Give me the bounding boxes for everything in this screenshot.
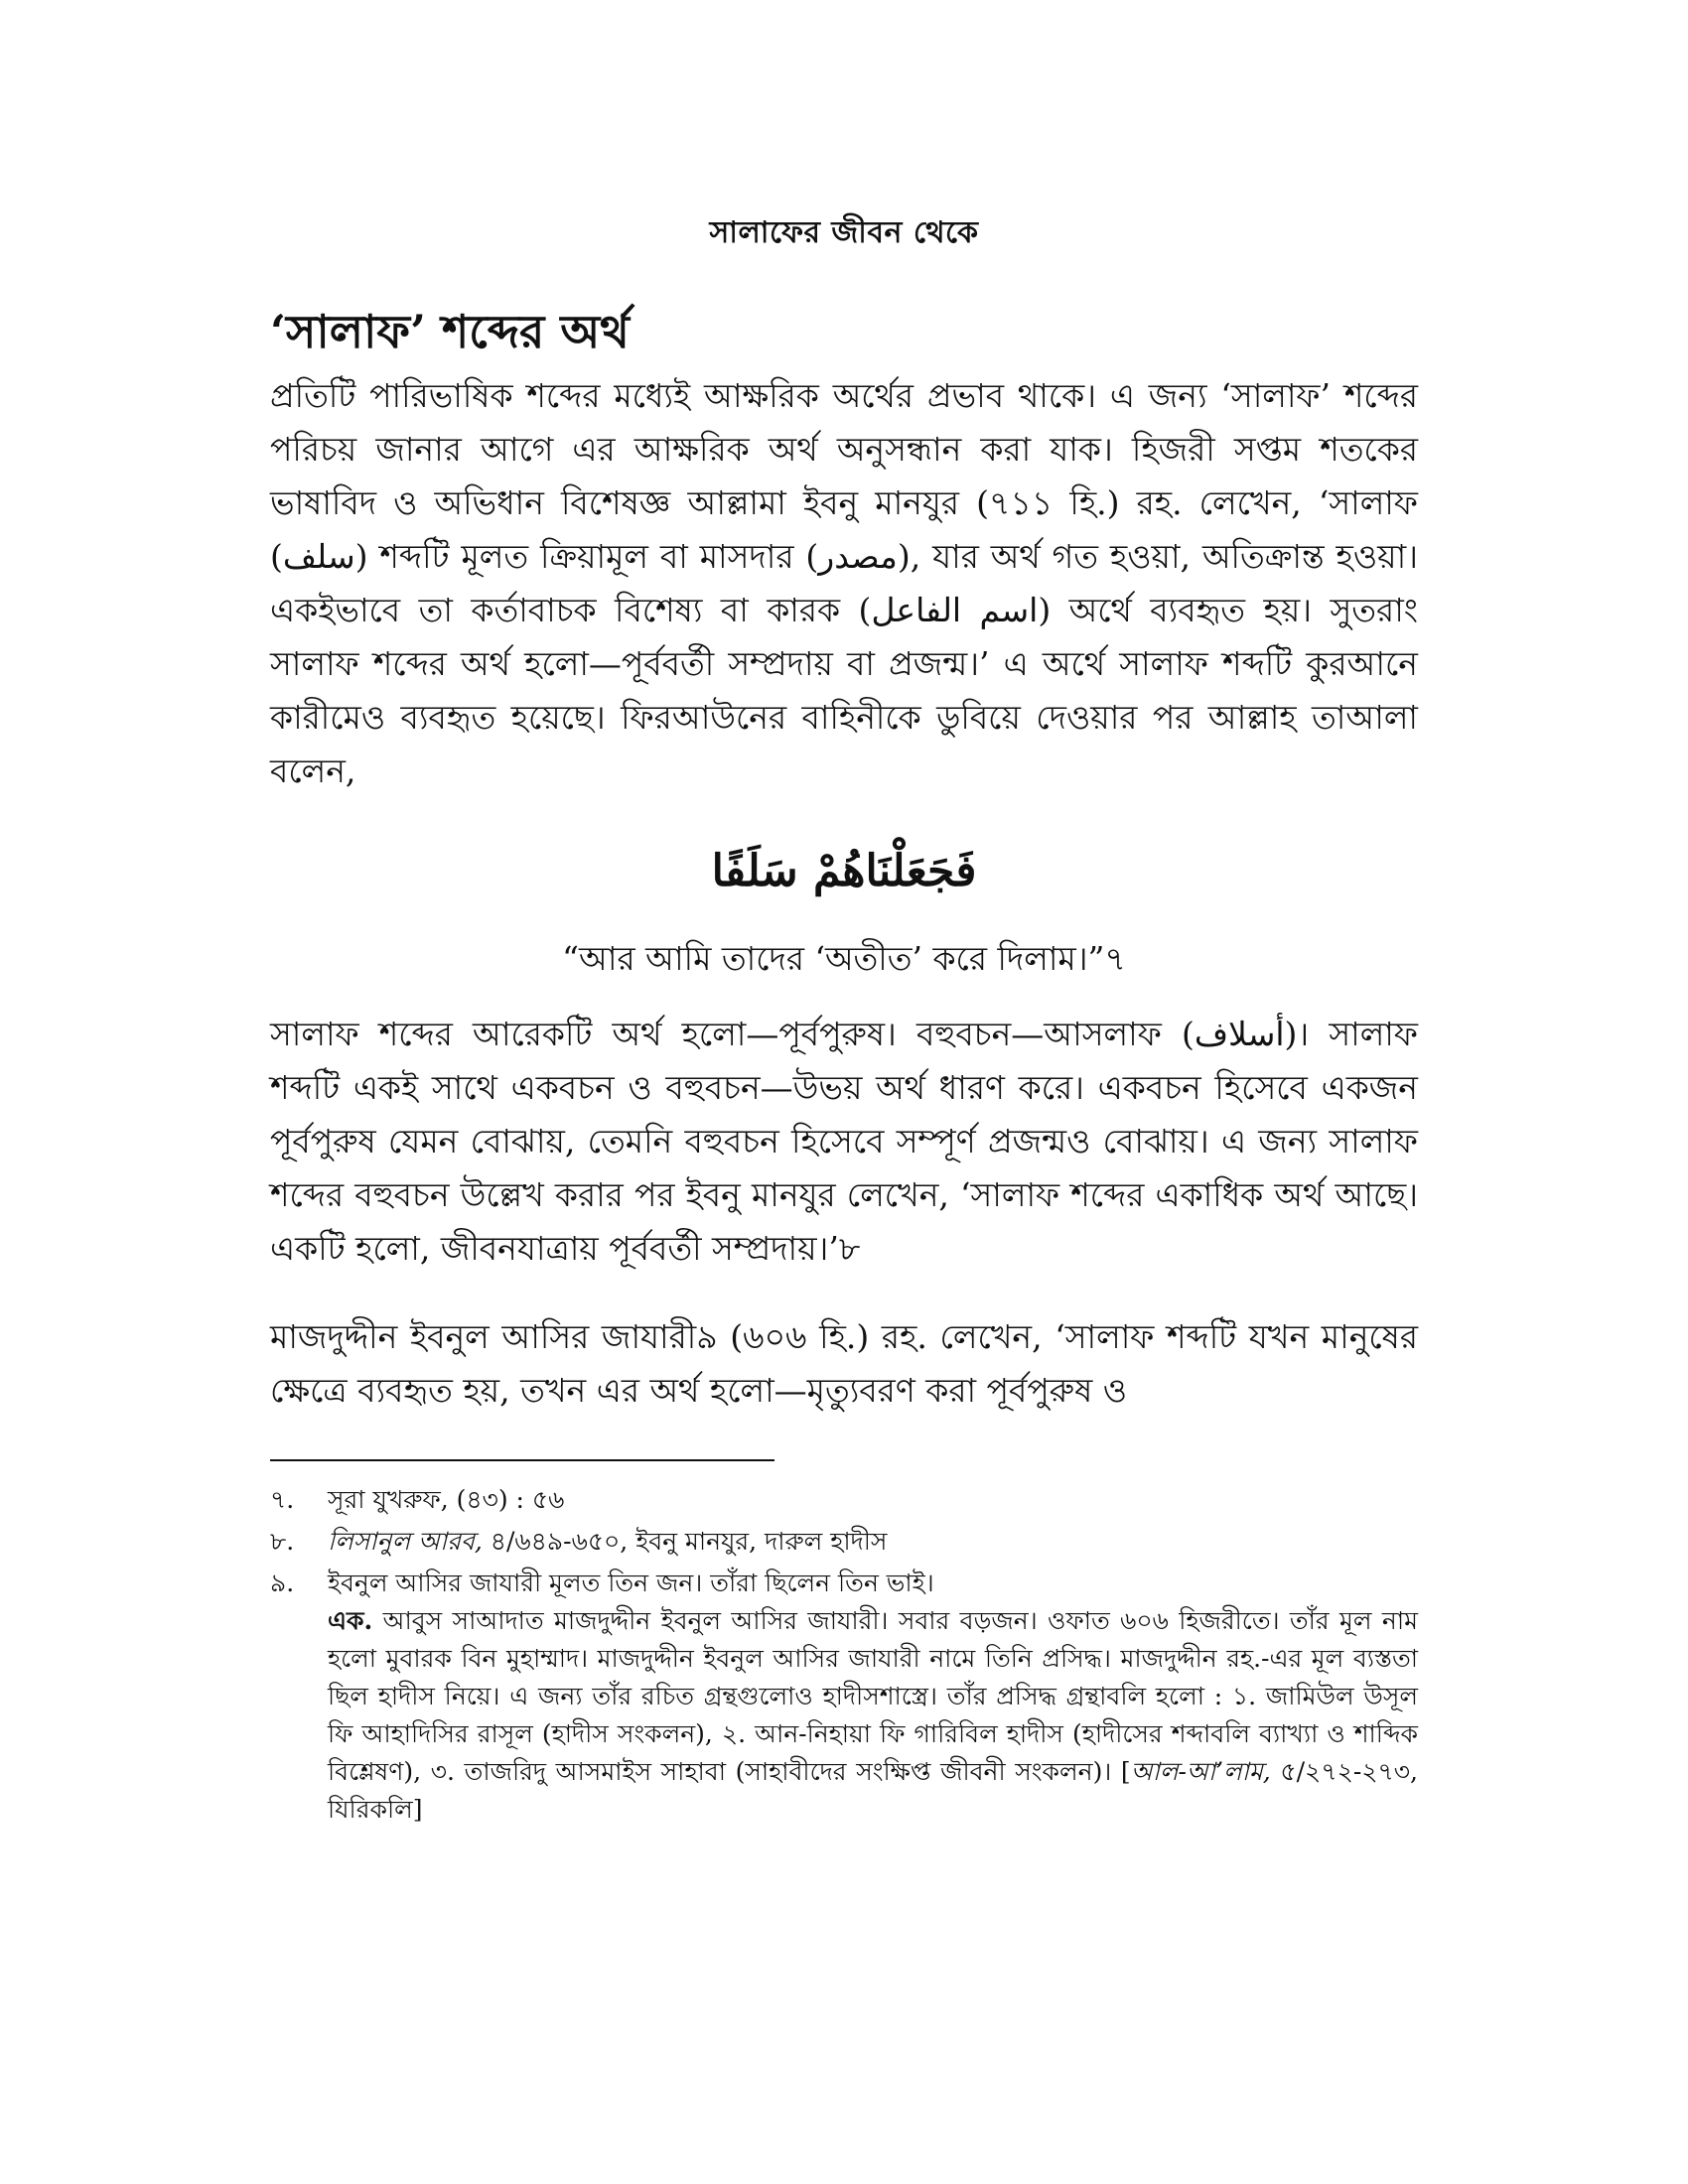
footnote-number: ৯. bbox=[270, 1569, 295, 1597]
footnote-8 bbox=[270, 1523, 1418, 1561]
paragraph-2: সালাফ শব্দের আরেকটি অর্থ হলো—পূর্বপুরুষ। বহুবচন—আসলাফ (أسلاف)। সালাফ শব্দটি একই সাথে একবচন ও বহুবচন—উভয় অর্থ ধারণ করে। একবচন হিসেবে একজন পূর্বপুরুষ যেমন বোঝায়, তেমনি বহুবচন হিসেবে সম্পূর্ণ প্রজন্মও বোঝায়। এ জন্য সালাফ শব্দের বহুবচন উল্লেখ করার পর ইবনু মানযুর লেখেন, ‘সালাফ শব্দের একাধিক অর্থ আছে। একটি হলো, জীবনযাত্রায় পূর্ববর্তী সম্প্রদায়।’৮ bbox=[270, 1015, 1418, 1268]
footnote-number: ৮. bbox=[270, 1527, 295, 1556]
footnote-number: ৭. bbox=[270, 1485, 295, 1514]
arabic-verse: فَجَعَلْنَاهُمْ سَلَفًا bbox=[711, 846, 977, 896]
section-heading: ‘সালাফ’ শব্দের অর্থ bbox=[270, 305, 630, 358]
verse-translation: “আর আমি তাদের ‘অতীত’ করে দিলাম।”৭ bbox=[562, 939, 1126, 978]
running-head: সালাফের জীবন থেকে bbox=[709, 215, 979, 250]
footnote-book-title: লিসানুল আরব, bbox=[328, 1527, 483, 1556]
footnote-divider bbox=[270, 1459, 774, 1461]
footnote-detail: আবুস সাআদাত মাজদুদ্দীন ইবনুল আসির জাযারী। সবার বড়জন। ওফাত ৬০৬ হিজরীতে। তাঁর মূল নাম হলো মুবারক বিন মুহাম্মাদ। মাজদুদ্দীন ইবনুল আসির জাযারী নামে তিনি প্রসিদ্ধ। মাজদুদ্দীন রহ.-এর মূল ব্যস্ততা ছিল হাদীস নিয়ে। এ জন্য তাঁর রচিত গ্রন্থগুলোও হাদীসশাস্ত্রে। তাঁর প্রসিদ্ধ গ্রন্থাবলি হলো : ১. জামিউল উসূল ফি আহাদিসির রাসূল (হাদীস সংকলন), ২. আন-নিহায়া ফি গারিবিল হাদীস (হাদীসের শব্দাবলি ব্যাখ্যা ও শাব্দিক বিশ্লেষণ), ৩. তাজরিদু আসমাইস সাহাবা (সাহাবীদের সংক্ষিপ্ত জীবনী সংকলন)। [ bbox=[328, 1606, 1418, 1786]
footnotes bbox=[270, 1481, 1418, 1833]
footnote-lead: এক. bbox=[328, 1606, 373, 1635]
paragraph-3: মাজদুদ্দীন ইবনুল আসির জাযারী৯ (৬০৬ হি.) রহ. লেখেন, ‘সালাফ শব্দটি যখন মানুষের ক্ষেত্রে ব্যবহৃত হয়, তখন এর অর্থ হলো—মৃত্যুবরণ করা পূর্বপুরুষ ও bbox=[270, 1317, 1418, 1410]
footnote-cite-rest: ৫/২৭২-২৭৩, যিরিকলি] bbox=[328, 1757, 1418, 1824]
footnote-cite-title: আল-আ’লাম, bbox=[1130, 1757, 1271, 1786]
footnote-body bbox=[328, 1523, 1418, 1561]
footnote-body bbox=[328, 1565, 1418, 1829]
footnote-7 bbox=[270, 1481, 1418, 1519]
footnote-text: ৪/৬৪৯-৬৫০, ইবনু মানযুর, দারুল হাদীস bbox=[482, 1527, 888, 1556]
footnote-text: সূরা যুখরুফ, (৪৩) : ৫৬ bbox=[328, 1485, 565, 1514]
footnote-9 bbox=[270, 1565, 1418, 1829]
footnote-text: ইবনুল আসির জাযারী মূলত তিন জন। তাঁরা ছিলেন তিন ভাই। bbox=[328, 1569, 934, 1597]
paragraph-1: প্রতিটি পারিভাষিক শব্দের মধ্যেই আক্ষরিক অর্থের প্রভাব থাকে। এ জন্য ‘সালাফ’ শব্দের পরিচয় জানার আগে এর আক্ষরিক অর্থ অনুসন্ধান করা যাক। হিজরী সপ্তম শতকের ভাষাবিদ ও অভিধান বিশেষজ্ঞ আল্লামা ইবনু মানযুর (৭১১ হি.) রহ. লেখেন, ‘সালাফ (سلف) শব্দটি মূলত ক্রিয়ামূল বা মাসদার (مصدر), যার অর্থ গত হওয়া, অতিক্রান্ত হওয়া। একইভাবে তা কর্তাবাচক বিশেষ্য বা কারক (اسم الفاعل) অর্থে ব্যবহৃত হয়। সুতরাং সালাফ শব্দের অর্থ হলো—পূর্ববর্তী সম্প্রদায় বা প্রজন্ম।’ এ অর্থে সালাফ শব্দটি কুরআনে কারীমেও ব্যবহৃত হয়েছে। ফিরআউনের বাহিনীকে ডুবিয়ে দেওয়ার পর আল্লাহ তাআলা বলেন, bbox=[270, 376, 1418, 790]
